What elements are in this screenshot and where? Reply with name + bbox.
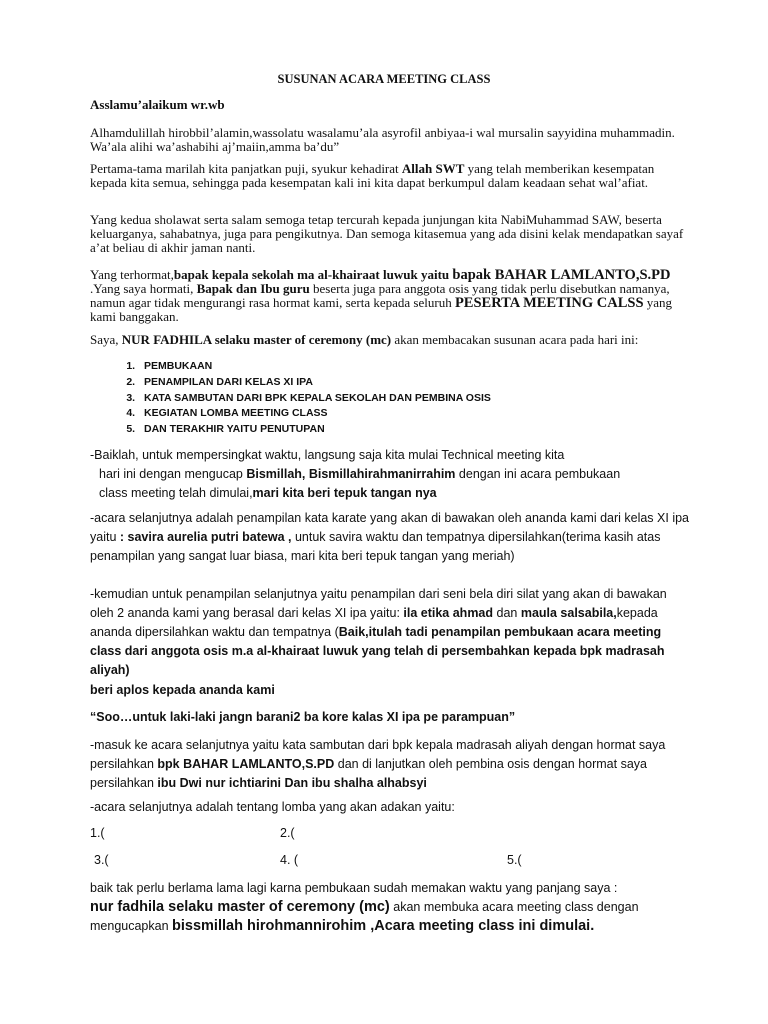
text: akan membuka acara meeting class dengan mengucapkan [90, 900, 639, 933]
agenda-item: 1. PEMBUKAAN [138, 359, 698, 375]
competition-slot-4: 4. ( [280, 853, 299, 867]
text: baik tak perlu berlama lama lagi karna pembukaan sudah memakan waktu yang panjang saya : [90, 881, 618, 895]
performer-name: maula salsabila, [520, 606, 617, 620]
text: -kemudian untuk penampilan selanjutnya yaitu penampilan dari seni bela diri silat yang akan di bawakan oleh 2 ananda kami yang berasal dari kelas XI ipa yaitu: [90, 587, 667, 620]
page-title: SUSUNAN ACARA MEETING CLASS [277, 72, 491, 86]
speech-paragraph [90, 736, 690, 793]
text: class meeting telah dimulai, [99, 486, 253, 500]
text: dan di lanjutkan oleh pembina osis dengan hormat saya persilahkan [90, 757, 647, 790]
text-line [90, 484, 690, 503]
bold-text: Allah SWT [401, 161, 465, 176]
text: yang kami banggakan. [90, 295, 673, 324]
principal-name: bpk BAHAR LAMLANTO,S.PD [157, 757, 335, 771]
applause-line: beri aplos kepada ananda kami [90, 683, 275, 697]
text-line: -Baiklah, untuk mempersingkat waktu, langsung saja kita mulai Technical meeting kita [90, 448, 565, 462]
silat-paragraph [90, 585, 690, 680]
bismillah-text: Bismillah, Bismillahirahmanirrahim [246, 467, 456, 481]
agenda-list [110, 359, 698, 438]
bold-text: Bapak dan Ibu guru [196, 281, 310, 296]
text: -masuk ke acara selanjutnya yaitu kata sambutan dari bpk kepala madrasah aliyah dengan hormat saya persilahkan [90, 738, 666, 771]
opening-section [90, 446, 690, 503]
agenda-item: 4. KEGIATAN LOMBA MEETING CLASS [138, 406, 698, 422]
competition-intro: -acara selanjutnya adalah tentang lomba yang akan adakan yaitu: [90, 800, 455, 814]
agenda-item: 3. KATA SAMBUTAN DARI BPK KEPALA SEKOLAH DAN PEMBINA OSIS [138, 391, 698, 407]
principal-name: bapak BAHAR LAMLANTO,S.PD [452, 267, 671, 283]
opening-declaration: bissmillah hirohmannirohim ,Acara meeting class ini dimulai. [172, 918, 595, 934]
sholawat-paragraph: Yang kedua sholawat serta salam semoga tetap tercurah kepada junjungan kita NabiMuhammad SAW, beserta keluarganya, sahabatnya, juga para pengikutnya. Dan semoga kitasemua yang ada disini kelak mendapatkan sayaf a’at beliau di akhir jaman nanti. [90, 212, 684, 255]
text: Saya, [90, 332, 122, 347]
text: .Yang saya hormati, [90, 281, 197, 296]
participants-heading: PESERTA MEETING CALSS [454, 295, 644, 311]
text: hari ini dengan mengucap [99, 467, 247, 481]
text: beserta juga para anggota osis yang tidak perlu disebutkan namanya, namun agar tidak mengurangi rasa hormat kami, serta kepada seluruh [90, 281, 670, 310]
text-line [90, 465, 690, 484]
text: dengan ini acara pembukaan [455, 467, 621, 481]
competition-slot-2: 2.( [280, 826, 295, 840]
competition-slot-3: 3.( [94, 853, 109, 867]
quote-line: “Soo…untuk laki-laki jangn barani2 ba kore kalas XI ipa pe parampuan” [90, 710, 516, 724]
karate-paragraph [90, 509, 690, 566]
agenda-item: 5. DAN TERAKHIR YAITU PENUTUPAN [138, 422, 698, 438]
mc-name: NUR FADHILA selaku master of ceremony (mc) [121, 332, 392, 347]
competition-slot-5: 5.( [507, 853, 522, 867]
text: dan [493, 606, 521, 620]
text: Yang terhormat, [90, 267, 174, 282]
supervisor-names: ibu Dwi nur ichtiarini Dan ibu shalha alhabsyi [157, 776, 427, 790]
text: -acara selanjutnya adalah penampilan kata karate yang akan di bawakan oleh ananda kami dari kelas XI ipa yaitu [90, 511, 689, 544]
honor-paragraph [90, 268, 690, 324]
bold-text: Baik,itulah tadi penampilan pembukaan acara meeting class dari anggota osis m.a al-khairaat luwuk yang telah di persembahkan kepada bpk madrasah aliyah) [90, 625, 665, 677]
praise-paragraph [90, 162, 690, 190]
mc-intro-paragraph [90, 333, 690, 347]
text: yang telah memberikan kesempatan kepada kita semua, sehingga pada kesempatan kali ini kita dapat berkumpul dalam keadaan sehat wal’afiat. [90, 161, 655, 190]
opening-paragraph: Alhamdulillah hirobbil’alamin,wassolatu wasalamu’ala asyrofil anbiyaa-i wal mursalin sayyidina muhammadin. Wa’ala alihi wa’ashabihi aj’maiin,amma ba’du” [90, 125, 675, 154]
text: akan membacakan susunan acara pada hari ini: [391, 332, 639, 347]
performer-name: ila etika ahmad [403, 606, 494, 620]
text: kepada ananda dipersilahkan waktu dan tempatnya ( [90, 606, 658, 639]
competition-slot-1: 1.( [90, 826, 105, 840]
agenda-item: 2. PENAMPILAN DARI KELAS XI IPA [138, 375, 698, 391]
applause-text: mari kita beri tepuk tangan nya [252, 486, 437, 500]
text: Pertama-tama marilah kita panjatkan puji, syukur kehadirat [90, 161, 402, 176]
performer-name: : savira aurelia putri batewa , [119, 530, 292, 544]
bold-text: bapak kepala sekolah ma al-khairaat luwuk yaitu [173, 267, 453, 282]
greeting: Asslamu’alaikum wr.wb [90, 97, 225, 112]
text: untuk savira waktu dan tempatnya dipersilahkan(terima kasih atas penampilan yang sangat luar biasa, mari kita beri tepuk tangan yang meriah) [90, 530, 661, 563]
closing-paragraph [90, 879, 700, 936]
mc-name: nur fadhila selaku master of ceremony (mc) [90, 899, 390, 915]
